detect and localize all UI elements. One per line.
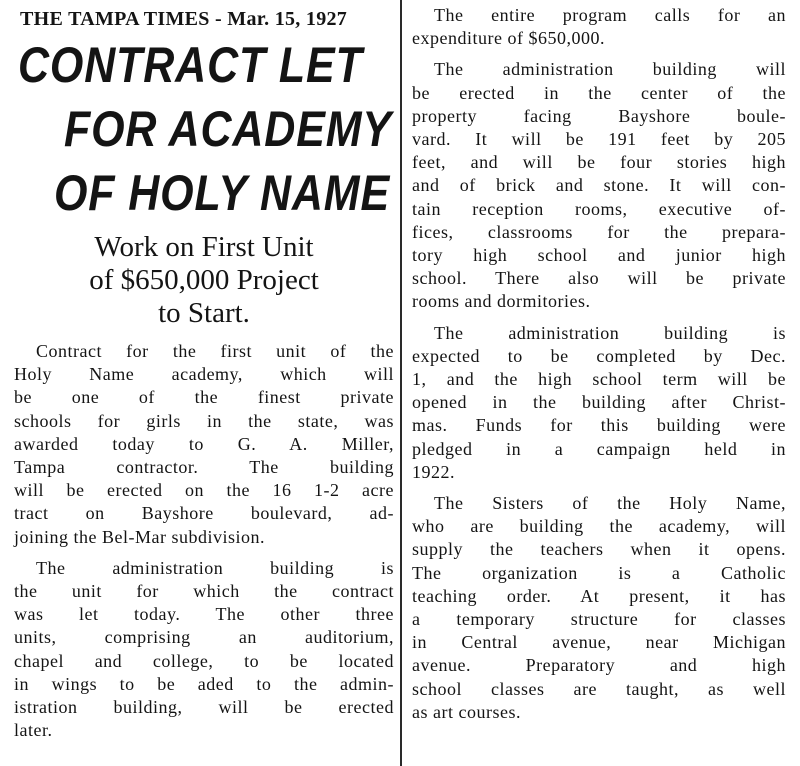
article-line: tory high school and junior high: [412, 245, 786, 266]
article-paragraph: [14, 557, 394, 743]
article-line: The administration building is: [36, 557, 394, 578]
article-line: The entire program calls for an: [434, 5, 786, 25]
article-line: be erected in the center of the: [412, 82, 786, 103]
subheadline-line-1: Work on First Unit: [94, 231, 314, 263]
article-paragraph: [412, 322, 786, 484]
article-line: pledged in a campaign held in: [412, 438, 786, 459]
article-line: Holy Name academy, which will: [14, 364, 394, 385]
article-body-left: [14, 340, 394, 742]
article-line: The organization is a Catholic: [412, 562, 786, 583]
left-column: [14, 0, 394, 750]
article-line: istration building, will be erected: [14, 697, 394, 718]
article-line: later.: [14, 720, 53, 741]
article-line: 1, and the high school term will be: [412, 369, 786, 390]
masthead: THE TAMPA TIMES - Mar. 15, 1927: [20, 8, 348, 30]
article-line: units, comprising an auditorium,: [14, 627, 394, 648]
subheadline: [14, 231, 394, 330]
article-line: in wings to be aded to the admin-: [14, 673, 394, 694]
article-line: The administration building will: [434, 59, 786, 80]
article-paragraph: [412, 4, 786, 50]
column-divider: [400, 0, 402, 766]
article-line: The Sisters of the Holy Name,: [434, 493, 786, 514]
article-line: a temporary structure for classes: [412, 609, 786, 630]
article-line: was let today. The other three: [14, 604, 394, 625]
article-paragraph: [14, 340, 394, 549]
headline-line-2: FOR ACADEMY: [64, 101, 392, 157]
article-paragraph: [412, 492, 786, 724]
article-line: vard. It will be 191 feet by 205: [412, 129, 786, 150]
article-line: schools for girls in the state, was: [14, 410, 394, 431]
headline-line-1: CONTRACT LET: [18, 37, 363, 93]
article-line: 1922.: [412, 461, 455, 482]
article-line: teaching order. At present, it has: [412, 585, 786, 606]
article-line: school classes are taught, as well: [412, 678, 786, 699]
article-line: The administration building is: [434, 322, 786, 343]
article-line: tract on Bayshore boulevard, ad-: [14, 503, 394, 524]
article-line: tain reception rooms, executive of-: [412, 198, 786, 219]
article-body-right: [412, 4, 786, 724]
article-line: will be erected on the 16 1-2 acre: [14, 480, 394, 501]
article-line: joining the Bel-Mar subdivision.: [14, 526, 265, 547]
article-line: opened in the building after Christ-: [412, 392, 786, 413]
article-line: as art courses.: [412, 701, 521, 722]
article-line: Tampa contractor. The building: [14, 457, 394, 478]
right-column: [412, 0, 786, 732]
subheadline-line-2: of $650,000 Project: [89, 264, 319, 296]
subheadline-line-3: to Start.: [158, 297, 250, 329]
article-line: in Central avenue, near Michigan: [412, 632, 786, 653]
article-line: awarded today to G. A. Miller,: [14, 433, 394, 454]
article-line: the unit for which the contract: [14, 581, 394, 602]
article-line: and of brick and stone. It will con-: [412, 175, 786, 196]
article-line: fices, classrooms for the prepara-: [412, 221, 786, 242]
article-line: expected to be completed by Dec.: [412, 345, 786, 366]
article-line: property facing Bayshore boule-: [412, 105, 786, 126]
article-line: avenue. Preparatory and high: [412, 655, 786, 676]
article-line: chapel and college, to be located: [14, 650, 394, 671]
headline-line-3: OF HOLY NAME: [54, 165, 391, 221]
article-line: supply the teachers when it opens.: [412, 539, 786, 560]
article-line: feet, and will be four stories high: [412, 152, 786, 173]
article-line: expenditure of $650,000.: [412, 28, 605, 49]
article-line: mas. Funds for this building were: [412, 415, 786, 436]
article-line: school. There also will be private: [412, 268, 786, 289]
article-paragraph: [412, 58, 786, 313]
article-line: Contract for the first unit of the: [36, 341, 394, 361]
article-line: who are building the academy, will: [412, 516, 786, 537]
article-line: be one of the finest private: [14, 387, 394, 408]
article-line: rooms and dormitories.: [412, 291, 591, 312]
